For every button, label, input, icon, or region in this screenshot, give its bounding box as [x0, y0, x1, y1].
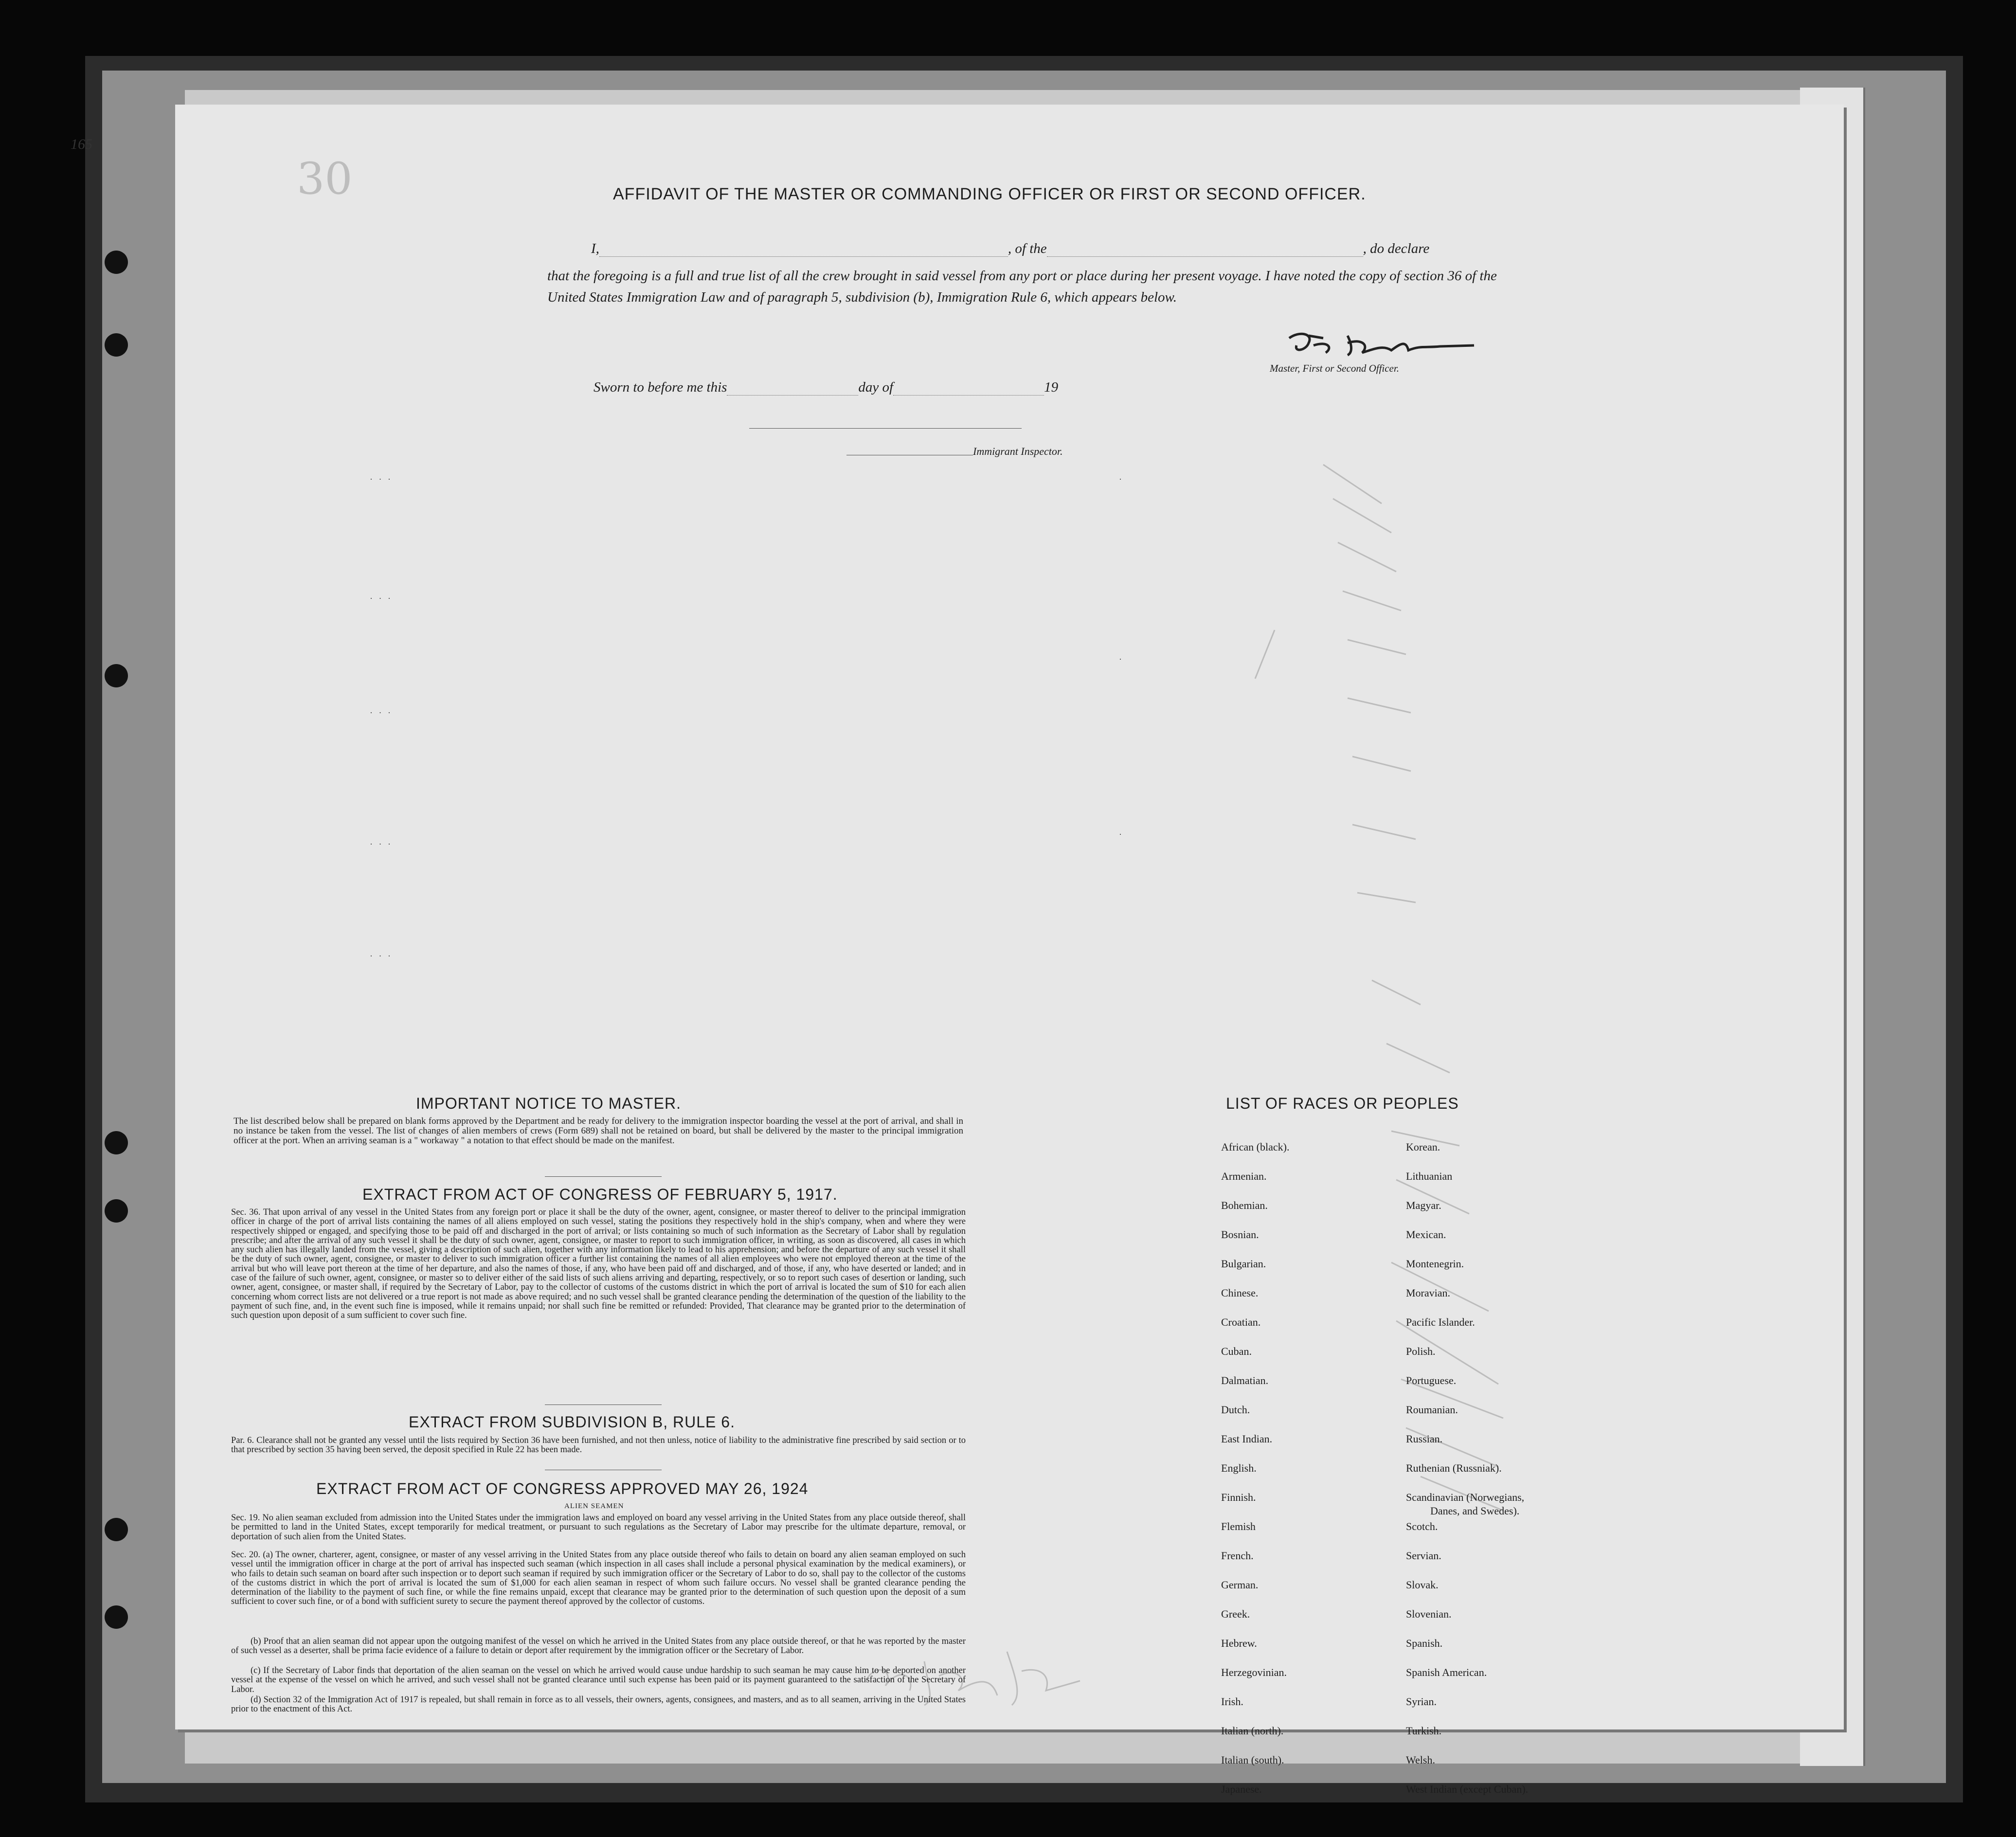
- race-right: Russian.: [1406, 1433, 1443, 1445]
- race-right: Scandinavian (Norwegians,: [1406, 1491, 1525, 1503]
- races-title: LIST OF RACES OR PEOPLES: [1226, 1095, 1459, 1112]
- race-right: Servian.: [1406, 1549, 1441, 1562]
- punch-hole: [105, 1605, 128, 1629]
- affidavit-title: AFFIDAVIT OF THE MASTER OR COMMANDING OFFICER OR FIRST OR SECOND OFFICER.: [613, 185, 1366, 203]
- race-right: Spanish.: [1406, 1637, 1443, 1649]
- manifest-sheet: [175, 105, 1844, 1795]
- race-left: Greek.: [1221, 1608, 1250, 1620]
- race-left: Bosnian.: [1221, 1228, 1259, 1241]
- race-right: Korean.: [1406, 1141, 1440, 1153]
- page-number-165: 165: [71, 136, 92, 152]
- race-right: Moravian.: [1406, 1287, 1451, 1299]
- race-left: Croatian.: [1221, 1316, 1261, 1328]
- punch-hole: [105, 664, 128, 687]
- sec20d-body: (d) Section 32 of the Immigration Act of 1917 is repealed, but shall remain in force as to all vessels, their owners, agents, consignees, and masters, and as to all seamen, arriving in the United States prior to the enactment of this Act.: [231, 1695, 966, 1714]
- race-left: French.: [1221, 1549, 1254, 1562]
- race-right: Montenegrin.: [1406, 1258, 1464, 1270]
- affidavit-i: I, , of the , do declare: [591, 241, 1430, 256]
- dot-marks: ·: [1119, 654, 1124, 664]
- notice-body: The list described below shall be prepared on blank forms approved by the Department and be ready for delivery to the immigration inspector boarding the vessel at the port of arrival, and shall in no instance be taken from the vessel. The list of changes of alien members of crews (Form 689) shall not be retained on board, but shall be delivered by the master to the principal immigration officer at the port. When an arriving seaman is a " workaway " a notation to that effect should be made on the manifest.: [234, 1116, 963, 1146]
- dot-marks: · · ·: [370, 839, 393, 849]
- race-right: Portuguese.: [1406, 1374, 1457, 1387]
- race-left: German.: [1221, 1579, 1259, 1591]
- race-left: Japanese.: [1221, 1783, 1262, 1795]
- extract-rule6-body: Par. 6. Clearance shall not be granted any vessel until the lists required by Section 36 have been furnished, and not then unless, notice of liability to the administrative fine prescribed by said section or to that prescribed by section 35 having been served, the deposit specified in Rule 22 has been made.: [231, 1436, 966, 1455]
- race-right: Slovenian.: [1406, 1608, 1452, 1620]
- race-right: Welsh.: [1406, 1754, 1435, 1766]
- extract-1917-title: EXTRACT FROM ACT OF CONGRESS OF FEBRUARY 5, 1917.: [362, 1186, 838, 1203]
- race-left: Flemish: [1221, 1520, 1256, 1532]
- race-left: East Indian.: [1221, 1433, 1273, 1445]
- signature-line: [749, 428, 1022, 429]
- race-right: Syrian.: [1406, 1695, 1437, 1708]
- race-right: Mexican.: [1406, 1228, 1446, 1241]
- race-right: Spanish American.: [1406, 1666, 1487, 1678]
- sworn-line: Sworn to before me this day of 19: [594, 379, 1059, 395]
- extract-1924-title: EXTRACT FROM ACT OF CONGRESS APPROVED MAY 26, 1924: [316, 1480, 809, 1497]
- sec20b-body: (b) Proof that an alien seaman did not appear upon the outgoing manifest of the vessel on which he arrived in the United States from any place outside thereof, or that he was reported by the master of such vessel as a deserter, shall be prima facie evidence of a failure to detain or deport after requirement by the immigration officer or the Secretary of Labor.: [231, 1637, 966, 1656]
- sec20c-body: (c) If the Secretary of Labor finds that deportation of the alien seaman on the vessel on which he arrived would cause undue hardship to such seaman he may cause him to be deported on another vessel at the expense of the vessel on which he arrived, and such vessel shall not be granted clearance until such expense has been paid or its payment guaranteed to the satisfaction of the Secretary of Labor.: [231, 1666, 966, 1694]
- race-left: Armenian.: [1221, 1170, 1267, 1182]
- punch-hole: [105, 333, 128, 357]
- extract-rule6-title: EXTRACT FROM SUBDIVISION B, RULE 6.: [409, 1413, 735, 1431]
- punch-hole: [105, 251, 128, 274]
- dot-marks: · · ·: [370, 708, 393, 718]
- punch-hole: [105, 1199, 128, 1223]
- race-right: Polish.: [1406, 1345, 1436, 1357]
- race-left: African (black).: [1221, 1141, 1290, 1153]
- race-left: Italian (south).: [1221, 1754, 1284, 1766]
- race-right: Turkish.: [1406, 1725, 1442, 1737]
- punch-hole: [105, 1131, 128, 1154]
- race-left: Dutch.: [1221, 1404, 1250, 1416]
- race-left: Bulgarian.: [1221, 1258, 1266, 1270]
- dot-marks: · · ·: [370, 474, 393, 484]
- race-right: Ruthenian (Russniak).: [1406, 1462, 1502, 1474]
- race-left: Bohemian.: [1221, 1199, 1268, 1211]
- officer-caption: Master, First or Second Officer.: [1270, 362, 1399, 374]
- dot-marks: · · ·: [370, 594, 393, 603]
- dot-marks: ·: [1119, 474, 1124, 484]
- race-left: Italian (north).: [1221, 1725, 1284, 1737]
- race-right: Lithuanian: [1406, 1170, 1453, 1182]
- race-left: Cuban.: [1221, 1345, 1252, 1357]
- race-right: Magyar.: [1406, 1199, 1441, 1211]
- pencil-marks: [1294, 435, 1566, 1676]
- extract-1917-body: Sec. 36. That upon arrival of any vessel in the United States from any foreign port or place it shall be the duty of the owner, agent, consignee, or master thereof to deliver to the principal immigration officer in charge of the port of arrival lists containing the names of all aliens employed on such vessel, stating the positions they respectively hold in the ship's company, when and where they were respectively shipped or engaged, and specifying those to be paid off and discharged in the port of arrival; or lists containing so much of such information as the Secretary of Labor shall by regulation prescribe; and after the arrival of any such vessel it shall be the duty of such owner, agent, consignee, or master to report to such immigration officer, in writing, as soon as discovered, all cases in which any such alien has illegally landed from the vessel, giving a description of such alien, together with any information likely to lead to his apprehension; and before the departure of any such vessel it shall be the duty of such owner, agent, consignee, or master to deliver to such immigration officer a further list containing the names of all alien employees who were not employed thereon at the time of the arrival but who will leave port thereon at the time of her departure, and also the names of those, if any, who have been paid off and discharged, and of those, if any, who have deserted or landed; and in case of the failure of such owner, agent, consignee, or master so to deliver either of the said lists of such aliens arriving and departing, respectively, or so to report such cases of desertion or landing, such owner, agent, consignee, or master shall, if required by the Secretary of Labor, pay to the collector of customs of the customs district in which the port of arrival is located the sum of $10 for each alien concerning whom correct lists are not delivered or a true report is not made as above required; and no such vessel shall be granted clearance pending the determination of the question of the liability to the payment of such fine, and, in the event such fine is imposed, while it remains unpaid; nor shall such fine be remitted or refunded: Provided, That clearance may be granted prior to the determination of such question upon deposit of a sum sufficient to cover such fine.: [231, 1207, 966, 1321]
- sec20a-body: Sec. 20. (a) The owner, charterer, agent, consignee, or master of any vessel arriving in the United States from any place outside thereof who fails to detain on board any alien seaman employed on such vessel until the immigration officer in charge at the port of arrival has inspected such seaman (which inspection in all cases shall include a personal physical examination by the medical examiners), or who fails to detain such seaman on board after such inspection or to deport such seaman if required by such immigration officer or the Secretary of Labor to do so, shall pay to the collector of the customs of the customs district in which the port of arrival is located the sum of $1,000 for each alien seaman in respect of whom such failure occurs. No vessel shall be granted clearance pending the determination of the liability to the payment of such fine, or while the fine remains unpaid, except that clearance may be granted prior to the determination of such question upon the deposit of a sum sufficient to cover such fine, or of a bond with sufficient surety to secure the payment thereof approved by the collector of customs.: [231, 1550, 966, 1607]
- race-right: Scotch.: [1406, 1520, 1438, 1532]
- race-left: Herzegovinian.: [1221, 1666, 1287, 1678]
- dot-marks: ·: [1119, 829, 1124, 839]
- notice-title: IMPORTANT NOTICE TO MASTER.: [416, 1095, 681, 1112]
- affidavit-paragraph: that the foregoing is a full and true list of all the crew brought in said vessel from any port or place during her present voyage. I have noted the copy of section 36 of the United States Immigration Law and of paragraph 5, subdivision (b), Immigration Rule 6, which appears below.: [547, 268, 1497, 305]
- dot-marks: · · ·: [370, 951, 393, 961]
- race-right: Slovak.: [1406, 1579, 1439, 1591]
- sec19-body: Sec. 19. No alien seaman excluded from admission into the United States under the immigration laws and employed on board any vessel arriving in the United States from any place outside thereof, shall be permitted to land in the United States, except temporarily for medical treatment, or pursuant to such regulations as the Secretary of Labor may prescribe for the ultimate departure, removal, or deportation of such alien from the United States.: [231, 1513, 966, 1542]
- race-left: Dalmatian.: [1221, 1374, 1269, 1387]
- race-right: West Indian (except Cuban).: [1406, 1783, 1529, 1795]
- race-right: Pacific Islander.: [1406, 1316, 1475, 1328]
- race-left: Chinese.: [1221, 1287, 1259, 1299]
- race-left: Finnish.: [1221, 1491, 1256, 1503]
- race-right-cont: Danes, and Swedes).: [1430, 1505, 1520, 1517]
- race-left: English.: [1221, 1462, 1257, 1474]
- race-left: Hebrew.: [1221, 1637, 1257, 1649]
- race-right: Roumanian.: [1406, 1404, 1458, 1416]
- race-left: Irish.: [1221, 1695, 1243, 1708]
- punch-hole: [105, 1518, 128, 1541]
- inspector-caption: Immigrant Inspector.: [973, 445, 1063, 457]
- officer-signature: [1279, 326, 1484, 365]
- section-divider: [545, 1176, 662, 1177]
- pencil-number: 30: [297, 153, 353, 204]
- alien-seamen-subtitle: ALIEN SEAMEN: [564, 1502, 624, 1510]
